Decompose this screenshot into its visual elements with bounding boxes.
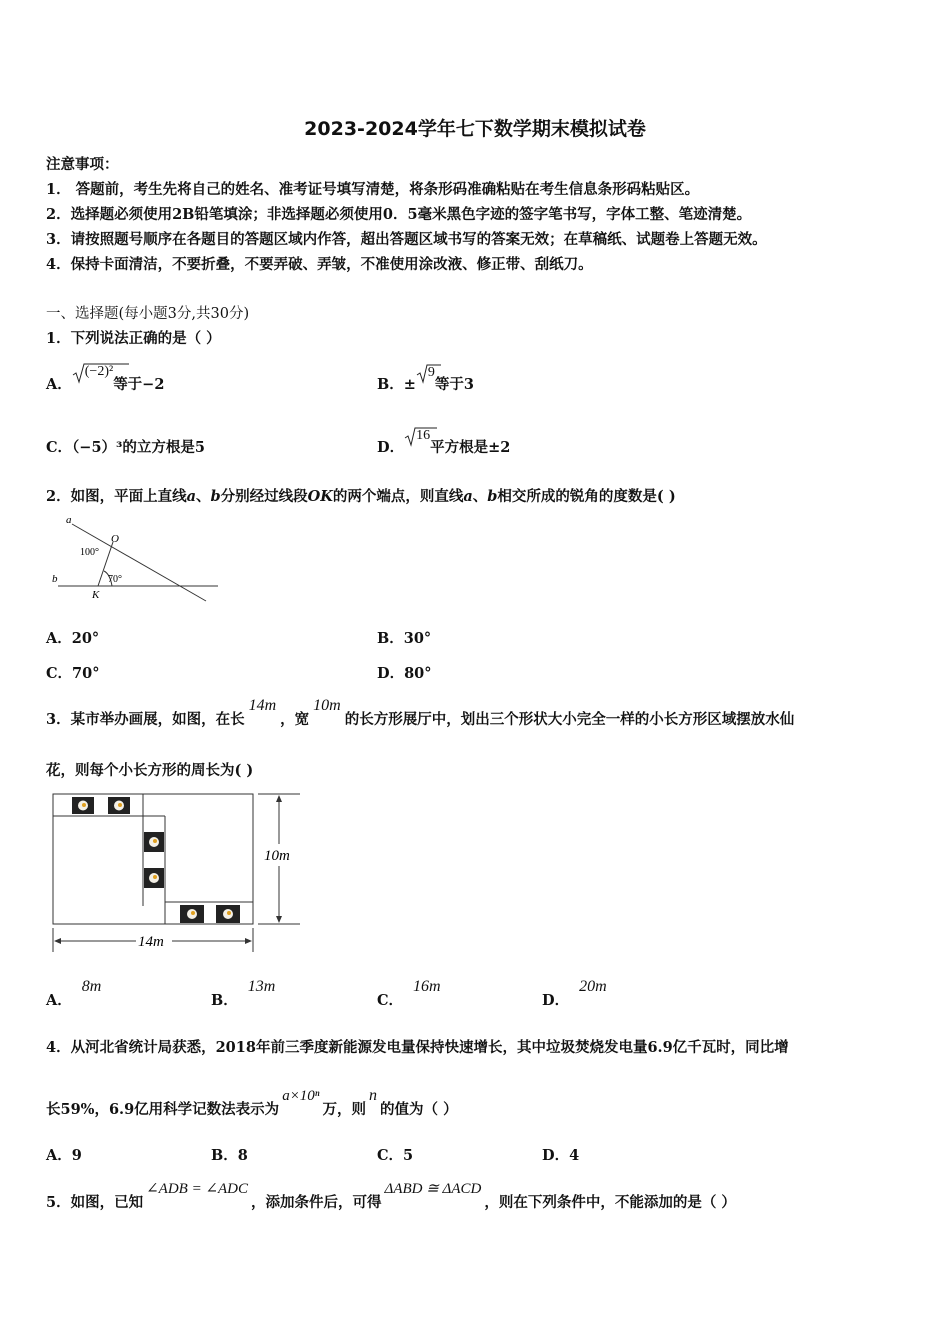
- q5-congruence: ΔABD ≅ ΔACD: [384, 1181, 482, 1197]
- q2-stem: [46, 485, 676, 506]
- q2-stem-part: 的两个端点，则直线: [332, 488, 464, 505]
- q2-option-b: B．30°: [377, 630, 432, 647]
- section-heading: 一、选择题(每小题3分,共30分): [46, 306, 250, 322]
- q2-option-d: D．80°: [377, 665, 432, 682]
- q3-stem-part: ，宽: [280, 711, 310, 728]
- q2-figure: [46, 510, 226, 605]
- q5-condition: ∠ADB = ∠ADC: [146, 1181, 249, 1197]
- q1-b-sqrt: [416, 363, 435, 381]
- q1-a-sqrt: [72, 362, 113, 380]
- arrow-right-icon: [245, 938, 252, 944]
- notice-item-4: 4．保持卡面清洁，不要折叠，不要弄破、弄皱，不准使用涂改液、修正带、刮纸刀。: [46, 256, 593, 273]
- q1-b-radicand: 9: [427, 365, 435, 380]
- flower-icon: [216, 905, 240, 923]
- q5-stem-part: ，则在下列条件中，不能添加的是（ ）: [484, 1194, 736, 1211]
- q4-stem-line1: 4．从河北省统计局获悉，2018年前三季度新能源发电量保持快速增长，其中垃圾焚烧发电量6.9亿千瓦时，同比增: [46, 1039, 789, 1056]
- q1-a-label: A．: [46, 376, 72, 393]
- q3-stem-part: 的长方形展厅中，划出三个形状大小完全一样的小长方形区域摆放水仙: [344, 711, 795, 728]
- page-title: 2023-2024学年七下数学期末模拟试卷: [304, 118, 646, 140]
- q5-stem-part: 5．如图，已知: [46, 1194, 144, 1211]
- option-label: A．: [46, 992, 72, 1009]
- q4-stem-part: 的值为（ ）: [380, 1101, 458, 1118]
- fig-label-b: b: [52, 573, 58, 585]
- q1-d-radicand: 16: [416, 428, 431, 443]
- q3-option-d: [542, 975, 607, 1009]
- flower-icon: [180, 905, 204, 923]
- q1-option-a: [46, 361, 165, 393]
- q2-stem-part: 分别经过线段: [220, 488, 308, 505]
- q3-stem-line2: 花，则每个小长方形的周长为( ): [46, 762, 254, 779]
- arrow-left-icon: [54, 938, 61, 944]
- q1-b-label: B．±: [377, 376, 416, 393]
- q3-figure: [46, 786, 306, 956]
- q3-length: 14m: [248, 697, 277, 714]
- dim-label-height: 10m: [264, 848, 290, 864]
- flower-icon: [72, 797, 94, 814]
- q1-option-b: [377, 361, 474, 393]
- q3-width: 10m: [313, 697, 341, 714]
- option-label: D．: [542, 992, 570, 1009]
- notice-heading: 注意事项：: [46, 156, 119, 173]
- q3-option-c: [377, 975, 441, 1009]
- flower-icon: [144, 868, 164, 888]
- q2-option-a: A．20°: [46, 630, 100, 647]
- fig-angle-100: 100°: [80, 547, 99, 558]
- notice-item-3: 3．请按照题号顺序在各题目的答题区域内作答，超出答题区域书写的答案无效；在草稿纸、试题卷上答题无效。: [46, 231, 767, 248]
- dim-label-width: 14m: [138, 934, 164, 950]
- q1-stem: 1．下列说法正确的是（ ）: [46, 330, 221, 347]
- fig-label-o: O: [111, 533, 119, 545]
- q1-d-sqrt: [404, 426, 430, 444]
- q4-option-a: A．9: [46, 1147, 82, 1164]
- option-value: 13m: [247, 978, 276, 995]
- q1-a-radicand: (−2)²: [84, 364, 114, 379]
- q2-stem-part: 相交所成的锐角的度数是( ): [497, 488, 676, 505]
- q2-var-b: b: [210, 488, 221, 505]
- q1-option-c: C．（−5）³的立方根是5: [46, 439, 205, 456]
- q4-option-d: D．4: [542, 1147, 580, 1164]
- q2-var-b: b: [487, 488, 498, 505]
- q2-var-a: a: [463, 488, 473, 505]
- q2-option-c: C．70°: [46, 665, 100, 682]
- q1-b-text: 等于3: [434, 376, 474, 393]
- q5-stem-part: ，添加条件后，可得: [251, 1194, 382, 1211]
- q1-d-label: D．: [377, 439, 405, 456]
- q1-a-text: 等于−2: [113, 376, 165, 393]
- q4-option-c: C．5: [377, 1147, 414, 1164]
- fig-angle-70: 70°: [108, 574, 122, 585]
- q3-stem-part: 3．某市举办画展，如图，在长: [46, 711, 245, 728]
- q5-stem: [46, 1177, 736, 1211]
- q4-stem-part: 万，则: [322, 1101, 367, 1118]
- q2-var-ok: OK: [307, 488, 333, 505]
- flower-icon: [108, 797, 130, 814]
- arrow-up-icon: [276, 795, 282, 802]
- notice-item-2: 2．选择题必须使用2B铅笔填涂；非选择题必须使用0．5毫米黑色字迹的签字笔书写，字体工整、笔迹清楚。: [46, 206, 752, 223]
- q2-stem-part: 、: [196, 488, 211, 505]
- q3-stem-line1: [46, 694, 795, 728]
- option-value: 16m: [413, 978, 441, 995]
- q4-option-b: B．8: [211, 1147, 248, 1164]
- q1-option-d: [377, 424, 511, 456]
- fig-label-a: a: [66, 514, 72, 526]
- q4-var-n: n: [369, 1087, 378, 1104]
- option-value: 8m: [81, 978, 102, 995]
- notice-item-1: 1． 答题前，考生先将自己的姓名、准考证号填写清楚，将条形码准确粘贴在考生信息条形码粘贴区。: [46, 181, 700, 198]
- q3-option-b: [211, 975, 276, 1009]
- q2-stem-part: 2．如图，平面上直线: [46, 488, 187, 505]
- fig-label-k: K: [92, 589, 100, 601]
- q1-d-text: 平方根是±2: [430, 439, 511, 456]
- flower-icon: [144, 832, 164, 852]
- option-label: C．: [377, 992, 404, 1009]
- q4-sci-notation: a×10ⁿ: [282, 1088, 320, 1104]
- arrow-down-icon: [276, 916, 282, 923]
- option-label: B．: [211, 992, 238, 1009]
- q4-stem-line2: [46, 1084, 458, 1118]
- q2-var-a: a: [186, 488, 196, 505]
- q4-stem-part: 长59%，6.9亿用科学记数法表示为: [46, 1101, 280, 1118]
- q3-option-a: [46, 975, 102, 1009]
- q2-stem-part: 、: [472, 488, 488, 505]
- option-value: 20m: [579, 978, 607, 995]
